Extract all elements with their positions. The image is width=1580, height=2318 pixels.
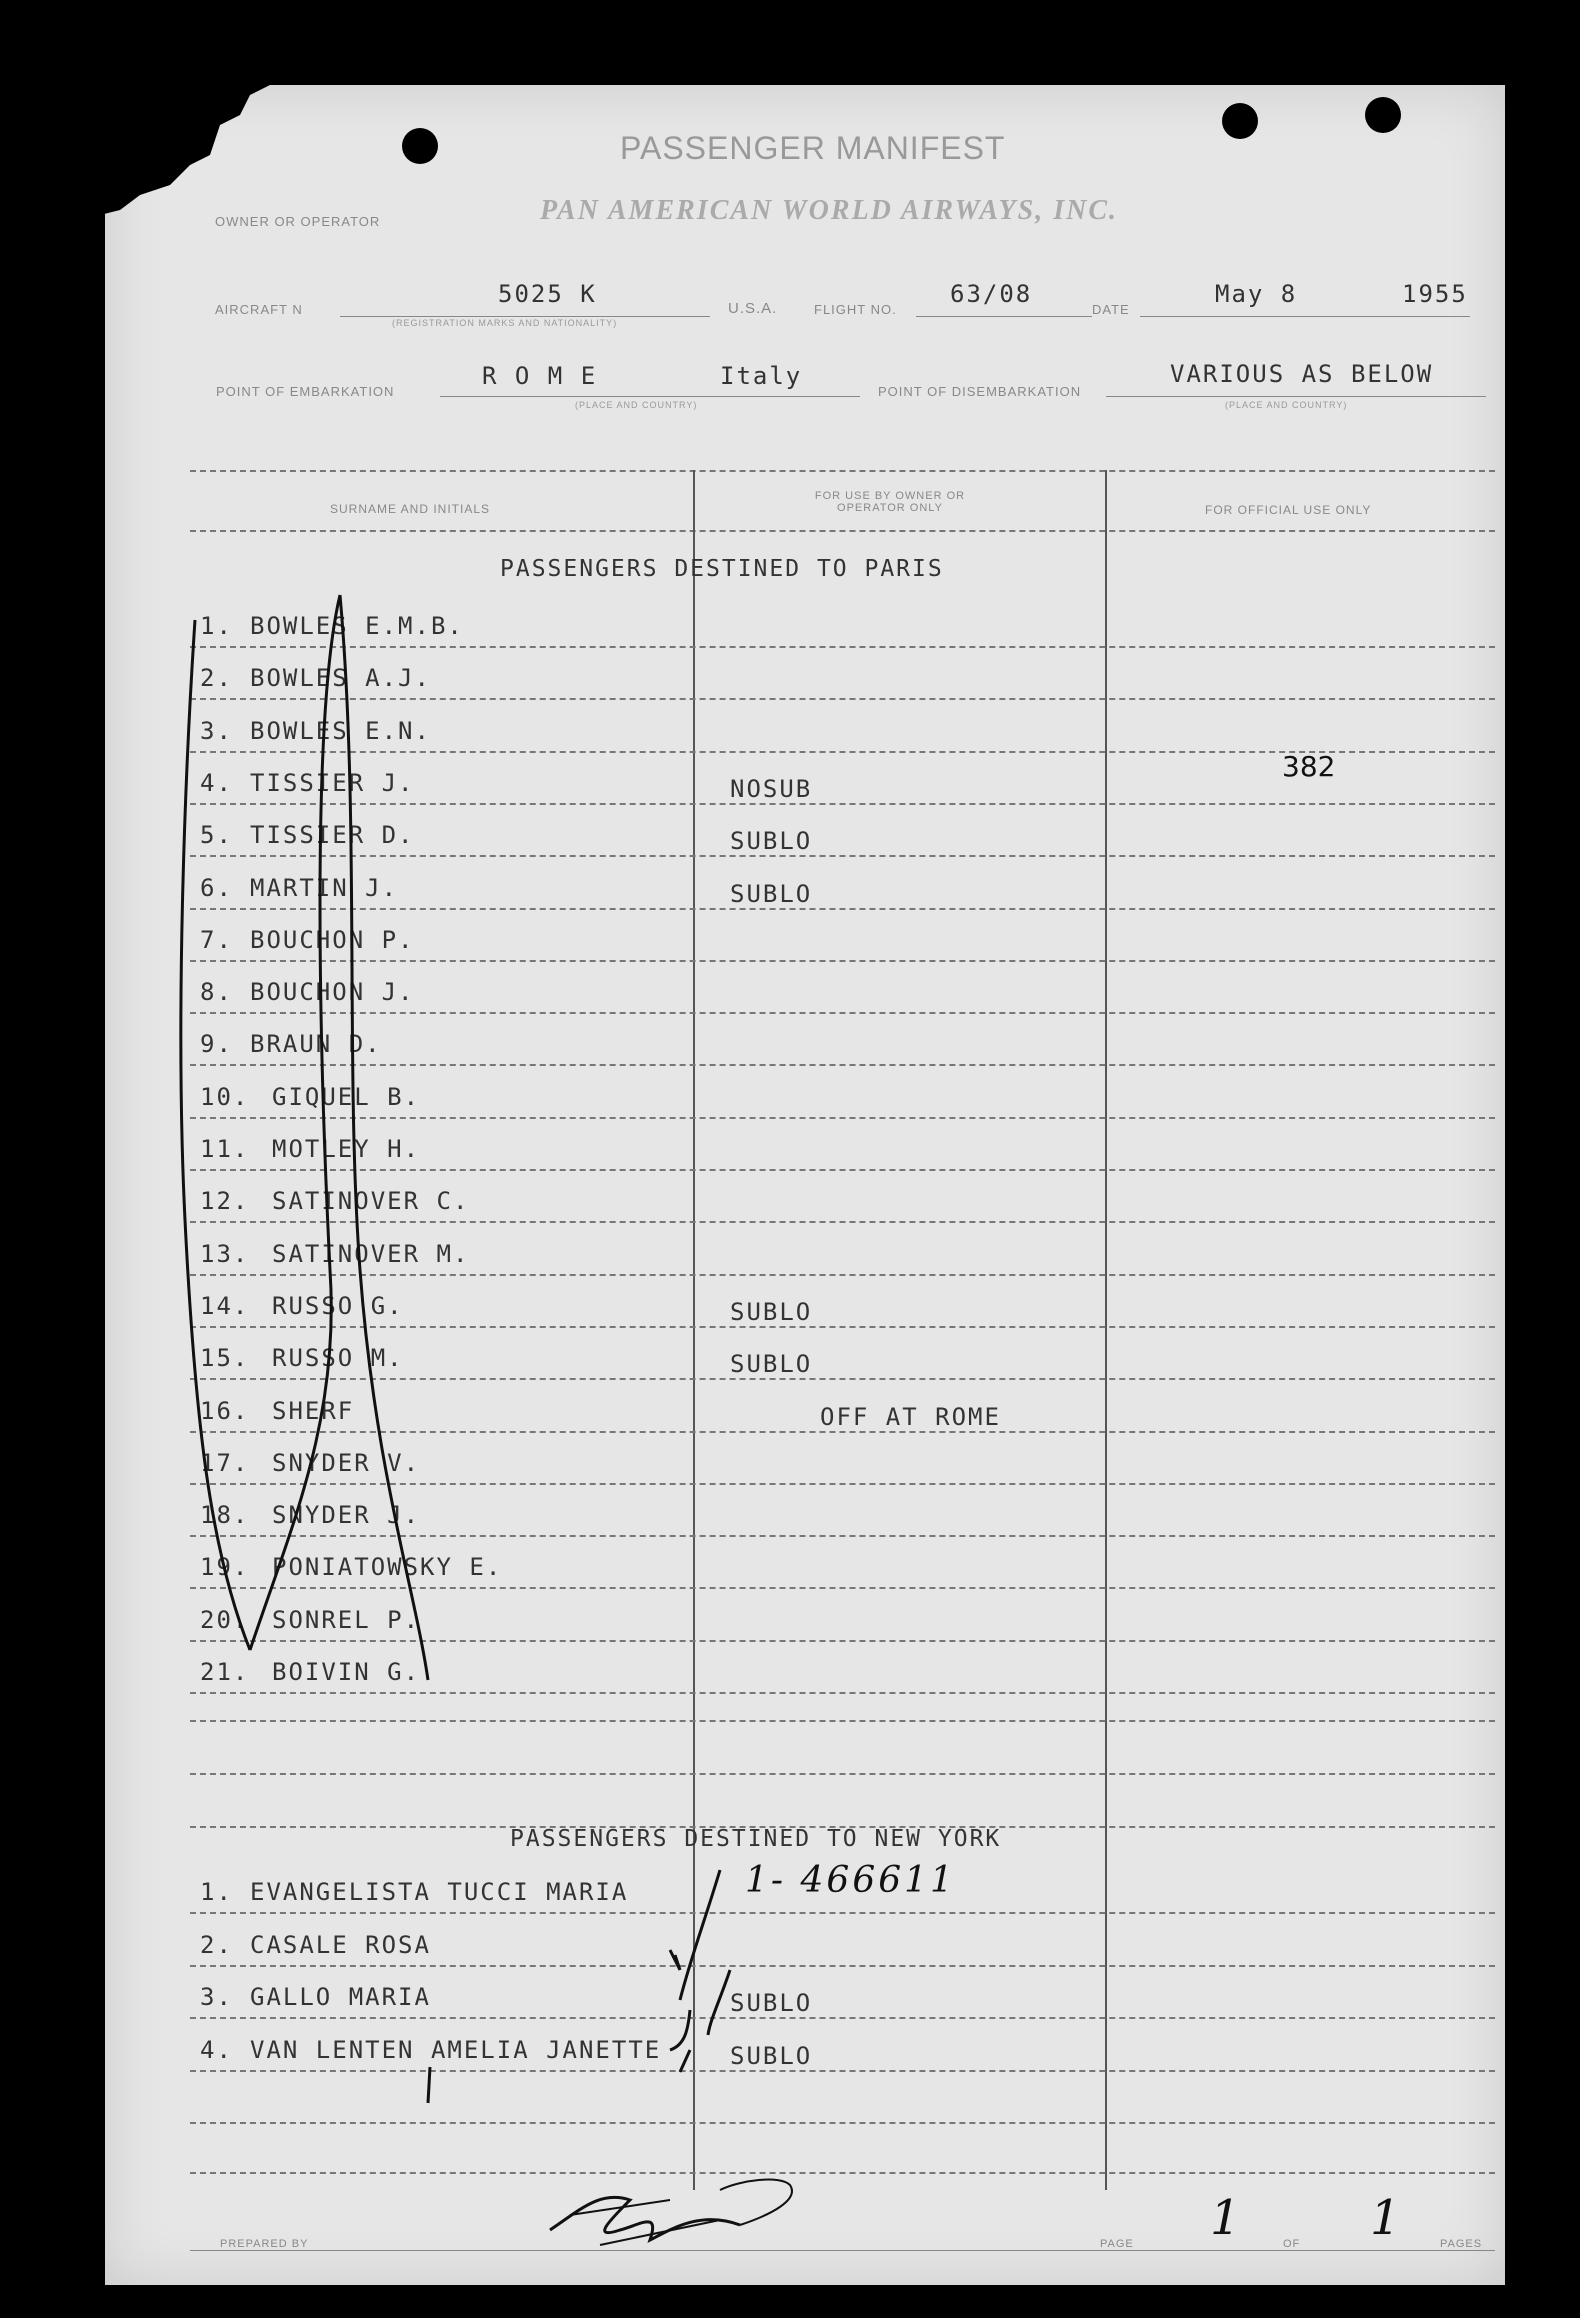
official-number: 382 [1282,750,1336,783]
of-label: OF [1283,2238,1301,2250]
embark-underline [440,396,860,397]
aircraft-label: AIRCRAFT N [215,302,303,317]
passenger-name: TISSIER J. [250,768,415,797]
passenger-name: RUSSO G. [272,1291,404,1320]
row-rule [190,1692,1495,1694]
footer-rule [190,2250,1495,2251]
form-title: PASSENGER MANIFEST [620,130,1006,166]
handwritten-tick [420,2065,440,2105]
paris-section-header: PASSENGERS DESTINED TO PARIS [500,556,944,582]
passenger-number: 7. [200,925,233,954]
passenger-name: BOUCHON P. [250,925,415,954]
passenger-number: 16. [200,1396,250,1425]
signature [540,2170,810,2260]
passenger-note: SUBLO [730,2041,813,2070]
owner-label: OWNER OR OPERATOR [215,214,381,229]
passenger-name: SATINOVER C. [272,1187,470,1216]
passenger-number: 4. [200,2035,233,2064]
passenger-number: 10. [200,1082,250,1111]
passenger-name: RUSSO M. [272,1344,404,1373]
passenger-name: EVANGELISTA TUCCI MARIA [250,1878,629,1906]
passenger-name: SHERF [272,1396,355,1425]
passenger-name: SNYDER V. [272,1448,421,1477]
operator-name: PAN AMERICAN WORLD AIRWAYS, INC. [540,195,1119,226]
date-year: 1955 [1402,280,1468,308]
passenger-number: 1. [200,612,233,640]
punch-hole-left [402,128,438,164]
passenger-number: 20. [200,1605,250,1634]
table-top-rule [190,470,1495,472]
row-rule [190,2017,1495,2019]
passenger-name: TISSIER D. [250,821,415,850]
row-rule [190,1912,1495,1914]
passenger-number: 9. [200,1030,233,1059]
passenger-note: SUBLO [730,1989,813,2017]
embark-place-note: (PLACE AND COUNTRY) [575,400,698,410]
passenger-number: 13. [200,1239,250,1268]
date-month-day: May 8 [1215,280,1298,308]
passenger-number: 2. [200,664,233,693]
passenger-number: 12. [200,1187,250,1216]
prepared-label: PREPARED BY [220,2238,309,2250]
passenger-number: 3. [200,1983,233,2011]
passenger-name: PONIATOWSKY E. [272,1553,503,1582]
page-number: 1 [1210,2190,1241,2246]
passenger-name: BOUCHON J. [250,978,415,1007]
punch-hole-right-b [1365,97,1401,133]
passenger-note: SUBLO [730,827,813,856]
aircraft-value: 5025 K [498,280,597,308]
passenger-note: SUBLO [730,879,813,908]
passenger-name: MARTIN J. [250,873,399,902]
col-surname: SURNAME AND INITIALS [330,502,491,516]
passenger-name: BOWLES A.J. [250,664,431,693]
passenger-name: GIQUEL B. [272,1082,421,1111]
passenger-number: 8. [200,978,233,1007]
flight-no: 63/08 [950,280,1033,308]
flight-underline [916,316,1092,317]
row-rule [190,1965,1495,1967]
passenger-name: CASALE ROSA [250,1930,431,1959]
passenger-number: 1. [200,1878,233,1906]
blank-rule [190,1773,1495,1775]
passenger-number: 18. [200,1501,250,1530]
disembark-underline [1106,396,1486,397]
passenger-name: MOTLEY H. [272,1135,421,1163]
passenger-number: 4. [200,768,233,797]
passenger-number: 17. [200,1448,250,1477]
blank-rule [190,2122,1495,2124]
blank-rule [190,2172,1495,2174]
embark-country: Italy [720,362,803,390]
date-underline [1140,316,1470,317]
col-owner-use: FOR USE BY OWNER OR OPERATOR ONLY [814,490,966,514]
row-rule [190,2070,1495,2072]
date-label: DATE [1092,302,1130,317]
passenger-number: 2. [200,1930,233,1959]
passenger-number: 19. [200,1553,250,1582]
table-header-rule [190,530,1495,532]
passenger-name: VAN LENTEN AMELIA JANETTE [250,2035,662,2064]
passenger-name: SONREL P. [272,1605,421,1634]
passenger-name: BRAUN D. [250,1030,382,1059]
passenger-note: OFF AT ROME [820,1402,1001,1431]
torn-corner [100,85,270,215]
handwritten-checkmarks [650,1860,760,2090]
passenger-number: 5. [200,821,233,850]
embark-label: POINT OF EMBARKATION [216,384,395,399]
page-total: 1 [1370,2190,1401,2246]
passenger-number: 21. [200,1658,250,1686]
passenger-number: 15. [200,1344,250,1373]
passenger-note: SUBLO [730,1350,813,1379]
passenger-note: SUBLO [730,1297,813,1326]
handwritten-reference: 1- 466611 [745,1860,956,1901]
disembark-place-note: (PLACE AND COUNTRY) [1225,400,1348,410]
passenger-number: 11. [200,1135,250,1163]
passenger-name: BOWLES E.M.B. [250,612,464,640]
passenger-name: GALLO MARIA [250,1983,431,2011]
col-official: FOR OFFICIAL USE ONLY [1205,503,1372,517]
passenger-name: SATINOVER M. [272,1239,470,1268]
ny-section-header: PASSENGERS DESTINED TO NEW YORK [510,1826,1002,1852]
registration-note: (REGISTRATION MARKS AND NATIONALITY) [392,318,618,328]
blank-rule [190,1720,1495,1722]
handwritten-bracket [170,570,460,1690]
disembark-value: VARIOUS AS BELOW [1170,360,1434,388]
punch-hole-right-a [1222,103,1258,139]
aircraft-underline [340,316,710,317]
passenger-number: 6. [200,873,233,902]
flight-label: FLIGHT NO. [814,302,897,317]
passenger-name: BOIVIN G. [272,1658,421,1686]
passenger-name: SNYDER J. [272,1501,421,1530]
pages-label: PAGES [1440,2238,1483,2250]
column-divider-2 [1105,470,1107,2190]
embark-city: R O M E [482,362,598,390]
page-label: PAGE [1100,2238,1134,2250]
passenger-number: 3. [200,716,233,745]
passenger-number: 14. [200,1291,250,1320]
passenger-name: BOWLES E.N. [250,716,431,745]
usa-label: U.S.A. [728,300,778,317]
passenger-note: NOSUB [730,774,813,803]
disembark-label: POINT OF DISEMBARKATION [878,384,1082,399]
